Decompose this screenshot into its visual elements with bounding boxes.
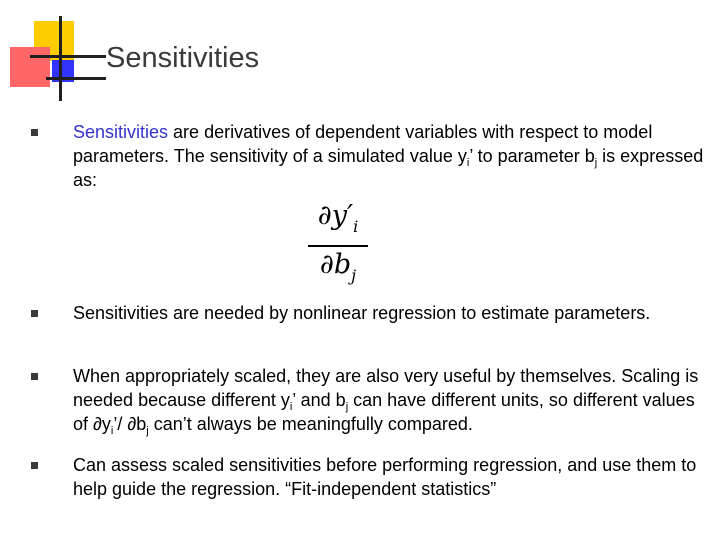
formula-denominator: $\partial b_j$	[319, 249, 357, 285]
slide-title: Sensitivities	[106, 42, 260, 74]
bullet-icon	[31, 373, 38, 380]
logo-horizontal-line	[30, 55, 106, 58]
sensitivity-formula	[308, 200, 368, 292]
bullet-icon	[31, 129, 38, 136]
bullet-icon	[31, 310, 38, 317]
logo-vertical-line	[59, 16, 62, 101]
formula-numerator: $\partial y'_i$	[317, 200, 359, 236]
fraction-bar	[308, 245, 368, 247]
bullet-3-text: When appropriately scaled, they are also very useful by themselves. Scaling is needed because different $y_i$’ and $b_j$ can have different units, so different values of $\partial y_i’/$ $\partial b_j$ can’t always be meaningfully compared.	[73, 366, 699, 437]
logo-red-square	[10, 47, 50, 87]
bullet-2-text: Sensitivities are needed by nonlinear regression to estimate parameters.	[73, 303, 651, 323]
bullet-icon	[31, 462, 38, 469]
highlight-term: Sensitivities	[73, 122, 169, 142]
logo-horizontal-line-2	[46, 77, 106, 80]
bullet-1-text: Sensitivities are derivatives of dependent variables with respect to model parameters. The sensitivity of a simulated value $y_i$’ to parameter $b_j$ is expressed as:	[73, 122, 704, 190]
bullet-4-text: Can assess scaled sensitivities before performing regression, and use them to help guide the regression. “Fit-independent statistics”	[73, 455, 697, 499]
